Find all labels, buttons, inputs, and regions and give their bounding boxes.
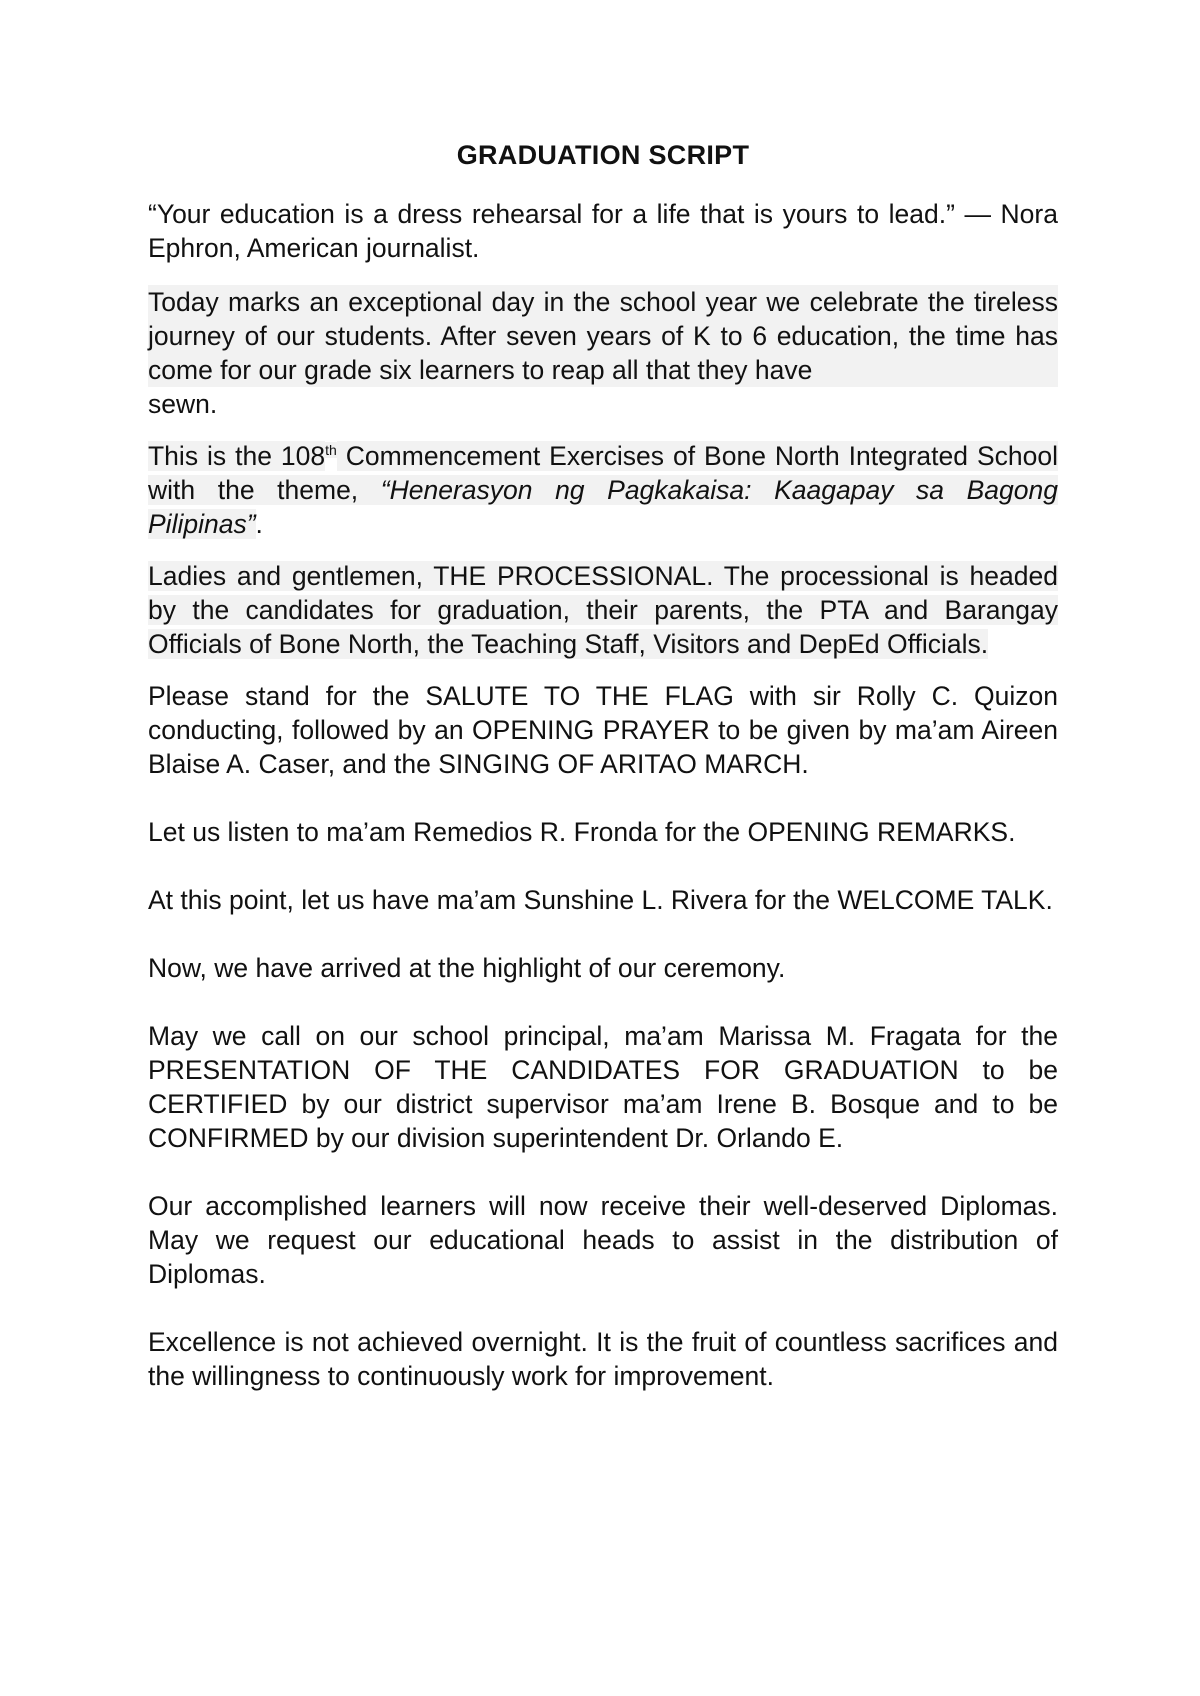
document-page [148, 140, 1058, 1393]
salute-paragraph: Please stand for the SALUTE TO THE FLAG with sir Rolly C. Quizon conducting, followed by an OPENING PRAYER to be given by ma’am Aireen Blaise A. Caser, and the SINGING OF ARITAO MARCH. [148, 681, 1058, 779]
commencement-text: Commencement Exercises of Bone North Integrated School with the theme, [148, 441, 1058, 505]
commencement-prefix: This is the 108 [148, 441, 326, 471]
processional-paragraph [148, 559, 1058, 661]
intro-paragraph-last-line: sewn. [148, 389, 218, 419]
commencement-period: . [255, 509, 263, 539]
welcome-talk-paragraph: At this point, let us have ma’am Sunshine L. Rivera for the WELCOME TALK. [148, 885, 1053, 915]
opening-quote: “Your education is a dress rehearsal for a life that is yours to lead.” — Nora Ephron, American journalist. [148, 199, 1058, 263]
processional-text: Ladies and gentlemen, THE PROCESSIONAL. The processional is headed by the candidates for graduation, their parents, the PTA and Barangay Officials of Bone North, the Teaching Staff, Visitors and DepEd Officials. [148, 561, 1058, 659]
document-title: GRADUATION SCRIPT [456, 140, 750, 170]
presentation-paragraph: May we call on our school principal, ma’am Marissa M. Fragata for the PRESENTATION OF THE CANDIDATES FOR GRADUATION to be CERTIFIED by our district supervisor ma’am Irene B. Bosque and to be CONFIRMED by our division superintendent Dr. Orlando E. [148, 1021, 1058, 1153]
commencement-ordinal-suffix: th [325, 442, 337, 459]
commencement-theme: “Henerasyon ng Pagkakaisa: Kaagapay sa Bagong Pilipinas” [148, 475, 1058, 539]
commencement-paragraph [148, 439, 1058, 541]
highlight-paragraph: Now, we have arrived at the highlight of our ceremony. [148, 953, 786, 983]
intro-paragraph-shaded-text: Today marks an exceptional day in the school year we celebrate the tireless journey of our students. After seven years of K to 6 education, the time has come for our grade six learners to reap all that they have [148, 287, 1058, 385]
excellence-paragraph: Excellence is not achieved overnight. It is the fruit of countless sacrifices and the willingness to continuously work for improvement. [148, 1327, 1058, 1391]
opening-remarks-paragraph: Let us listen to ma’am Remedios R. Fronda for the OPENING REMARKS. [148, 817, 1016, 847]
diplomas-paragraph: Our accomplished learners will now receive their well-deserved Diplomas. May we request our educational heads to assist in the distribution of Diplomas. [148, 1191, 1058, 1289]
intro-paragraph [148, 285, 1058, 421]
